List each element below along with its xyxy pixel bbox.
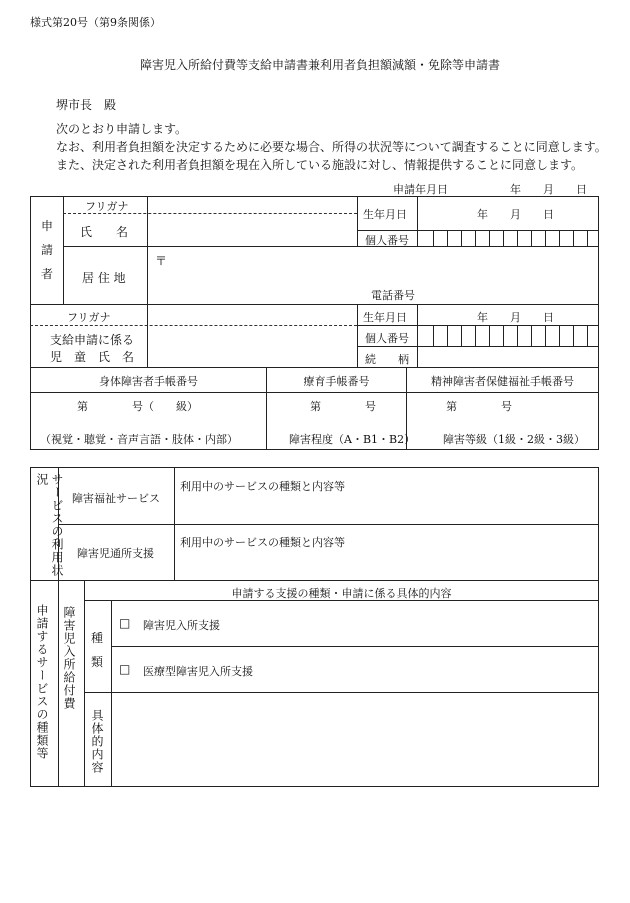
applicant-name-label: 氏 名 — [80, 225, 129, 239]
service-usage-section-label: サービスの利用状況 — [35, 473, 64, 577]
daycare-support-label: 障害児通所支援 — [77, 547, 154, 560]
daycare-support-content: 利用中のサービスの種類と内容等 — [180, 536, 345, 549]
daycare-support-field[interactable] — [176, 550, 596, 579]
form-number: 様式第20号（第9条関係） — [30, 16, 161, 29]
child-birthdate-label: 生年月日 — [363, 311, 407, 324]
type-label: 種類 — [91, 631, 104, 669]
option-2-label: 医療型障害児入所支援 — [143, 665, 253, 678]
postal-mark: 〒 — [155, 254, 168, 268]
ryoiku-handbook-note: 障害程度（A・B1・B2） — [289, 433, 416, 446]
mental-handbook-number[interactable]: 第 号 — [446, 400, 512, 413]
welfare-service-label: 障害福祉サービス — [72, 492, 160, 505]
physical-handbook-number[interactable]: 第 号（ 級） — [77, 400, 198, 413]
applicant-name-field[interactable] — [149, 215, 355, 245]
physical-handbook-header: 身体障害者手帳番号 — [99, 375, 198, 388]
child-personal-number-field[interactable] — [418, 326, 597, 345]
details-label: 具体的内容 — [90, 709, 104, 774]
physical-handbook-note: （視覚・聴覚・音声言語・肢体・内部） — [40, 433, 238, 446]
benefit-label: 障害児入所給付費 — [62, 606, 76, 710]
ryoiku-handbook-header: 療育手帳番号 — [303, 375, 370, 388]
child-personal-number-label: 個人番号 — [365, 332, 409, 345]
option-2-checkbox[interactable]: □ — [119, 662, 131, 676]
details-field[interactable] — [113, 694, 596, 784]
ryoiku-handbook-number[interactable]: 第 号 — [310, 400, 376, 413]
child-furigana-field[interactable] — [149, 306, 355, 324]
child-birthdate-field[interactable]: 年 月 日 — [477, 311, 554, 324]
intro-line-3: また、決定された利用者負担額を現在入所している施設に対し、情報提供することに同意します。 — [56, 158, 584, 172]
addressee: 堺市長 殿 — [56, 98, 117, 112]
application-header: 申請する支援の種類・申請に係る具体的内容 — [231, 587, 452, 600]
child-relation-field[interactable] — [418, 347, 597, 366]
applicant-birthdate-field[interactable]: 年 月 日 — [477, 208, 554, 221]
apply-date-label: 申請年月日 — [393, 183, 448, 196]
child-furigana-label: フリガナ — [67, 311, 111, 324]
intro-line-1: 次のとおり申請します。 — [56, 122, 188, 136]
applicant-section-label: 申請者 — [41, 219, 54, 281]
welfare-service-content: 利用中のサービスの種類と内容等 — [180, 480, 345, 493]
applicant-phone-label: 電話番号 — [371, 289, 415, 302]
applicant-furigana-label: フリガナ — [85, 200, 129, 213]
mental-handbook-note: 障害等級（1級・2級・3級） — [443, 433, 585, 446]
applicant-furigana-field[interactable] — [149, 198, 355, 212]
welfare-service-field[interactable] — [176, 494, 596, 523]
intro-line-2: なお、利用者負担額を決定するために必要な場合、所得の状況等について調査することに同意します。 — [56, 140, 607, 154]
child-name-label-2: 児 童 氏 名 — [50, 350, 135, 364]
applicant-birthdate-label: 生年月日 — [363, 208, 407, 221]
apply-date-field[interactable]: 年 月 日 — [510, 183, 587, 196]
child-name-field[interactable] — [149, 327, 355, 366]
applicant-address-label: 居 住 地 — [82, 271, 126, 285]
option-1-checkbox[interactable]: □ — [119, 616, 131, 630]
mental-handbook-header: 精神障害者保健福祉手帳番号 — [431, 375, 574, 388]
option-1-label: 障害児入所支援 — [143, 619, 220, 632]
applicant-personal-number-label: 個人番号 — [365, 234, 409, 247]
form-title: 障害児入所給付費等支給申請書兼利用者負担額減額・免除等申請書 — [140, 58, 501, 72]
child-relation-label: 続 柄 — [365, 353, 409, 366]
child-name-label-1: 支給申請に係る — [50, 333, 135, 347]
applicant-personal-number-field[interactable] — [418, 231, 597, 246]
application-section-label: 申請するサービスの種類等 — [35, 604, 49, 760]
